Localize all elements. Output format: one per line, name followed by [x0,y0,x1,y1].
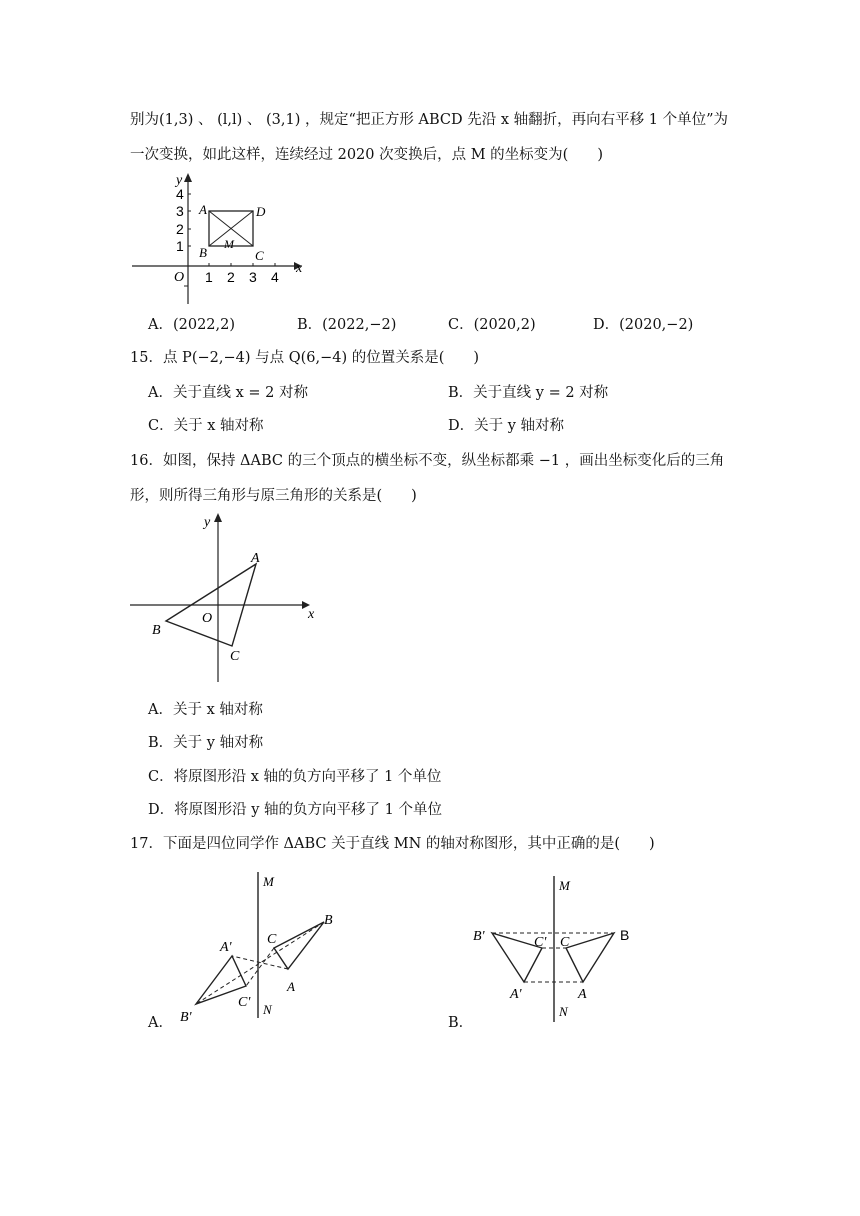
q17b-triangle-abc [566,933,614,982]
q14-point-m: M [224,237,234,251]
q14-point-c: C [255,248,264,263]
q16-origin-label: O [202,611,213,626]
q14-y-tick-2: 2 [176,221,184,237]
q15-stem: 15．点 P(−2,−4) 与点 Q(6,−4) 的位置关系是( ) [130,350,480,366]
q14-text-line-1: 别为(1,3) 、 (l,l) 、 (3,1) ，规定“把正方形 ABCD 先沿 x 轴翻折，再向右平移 1 个单位”为 [130,112,728,128]
q16-point-b: B [152,623,161,638]
q14-point-d: D [256,204,266,219]
q16-y-arrow [214,513,222,522]
q17a-label-b-prime: B' [180,1010,192,1025]
q17a-label-c: C [267,932,277,947]
q17a-label-n: N [263,1002,272,1017]
q16-text-line-2: 形，则所得三角形与原三角形的关系是( ) [130,488,417,504]
q14-origin-label: O [174,270,185,285]
q17b-label-b: B [620,927,630,943]
q17a-label-c-prime: C' [238,995,251,1010]
q14-option-d: D．(2020,−2) [593,317,694,333]
q17b-label-m: M [559,878,570,893]
q16-axis-x-label: x [308,607,315,622]
q17b-label-b-prime: B' [473,929,485,944]
q14-text-line-2: 一次变换，如此这样，连续经过 2020 次变换后，点 M 的坐标变为( ) [130,147,603,163]
q16-option-d: D．将原图形沿 y 轴的负方向平移了 1 个单位 [148,802,442,818]
q14-point-b: B [199,245,207,260]
q16-figure [126,506,326,686]
q17a-triangle-abc [274,922,324,969]
q14-y-tick-3: 3 [176,203,184,219]
q14-x-tick-2: 2 [227,269,235,285]
q14-figure [128,168,308,310]
q14-axis-x-label: x [296,261,303,276]
q14-x-tick-3: 3 [249,269,257,285]
q17-stem: 17．下面是四位同学作 ΔABC 关于直线 MN 的轴对称图形，其中正确的是( ) [130,836,655,852]
q16-point-a: A [251,551,260,566]
q14-x-tick-1: 1 [205,269,213,285]
q16-text-line-1: 16．如图，保持 ΔABC 的三个顶点的横坐标不变，纵坐标都乘 −1 ，画出坐标变化后的三角 [130,453,725,469]
q17a-label-a: A [287,979,295,994]
q17-option-b-label: B． [448,1015,474,1031]
q15-option-b: B．关于直线 y = 2 对称 [448,385,609,401]
q17a-label-b: B [324,913,333,928]
q15-option-a: A．关于直线 x = 2 对称 [148,385,308,401]
q17-figure-a [176,868,356,1028]
q14-x-tick-4: 4 [271,269,279,285]
q16-option-b: B．关于 y 轴对称 [148,735,264,751]
q16-axis-y-label: y [204,515,211,530]
q15-option-c: C．关于 x 轴对称 [148,418,264,434]
q17b-label-c: C [560,935,570,950]
q17b-label-n: N [559,1004,568,1019]
q16-option-c: C．将原图形沿 x 轴的负方向平移了 1 个单位 [148,769,442,785]
q15-option-d: D．关于 y 轴对称 [448,418,565,434]
q17b-label-a-prime: A' [510,987,522,1002]
q17a-label-m: M [263,874,274,889]
q14-y-tick-4: 4 [176,186,184,202]
q16-point-c: C [230,649,240,664]
q17a-label-a-prime: A' [220,940,232,955]
q14-option-b: B．(2022,−2) [297,317,397,333]
q17-option-a-label: A． [148,1015,173,1031]
q14-point-a: A [199,202,207,217]
q14-y-arrow [184,173,192,182]
q17b-label-c-prime: C' [534,935,547,950]
q17b-label-a: A [578,987,587,1002]
q14-option-c: C．(2020,2) [448,317,536,333]
q17-figure-b [470,872,650,1028]
q14-axis-y-label: y [176,173,183,188]
q16-option-a: A．关于 x 轴对称 [148,702,263,718]
q14-y-tick-1: 1 [176,238,184,254]
q14-option-a: A．(2022,2) [148,317,236,333]
